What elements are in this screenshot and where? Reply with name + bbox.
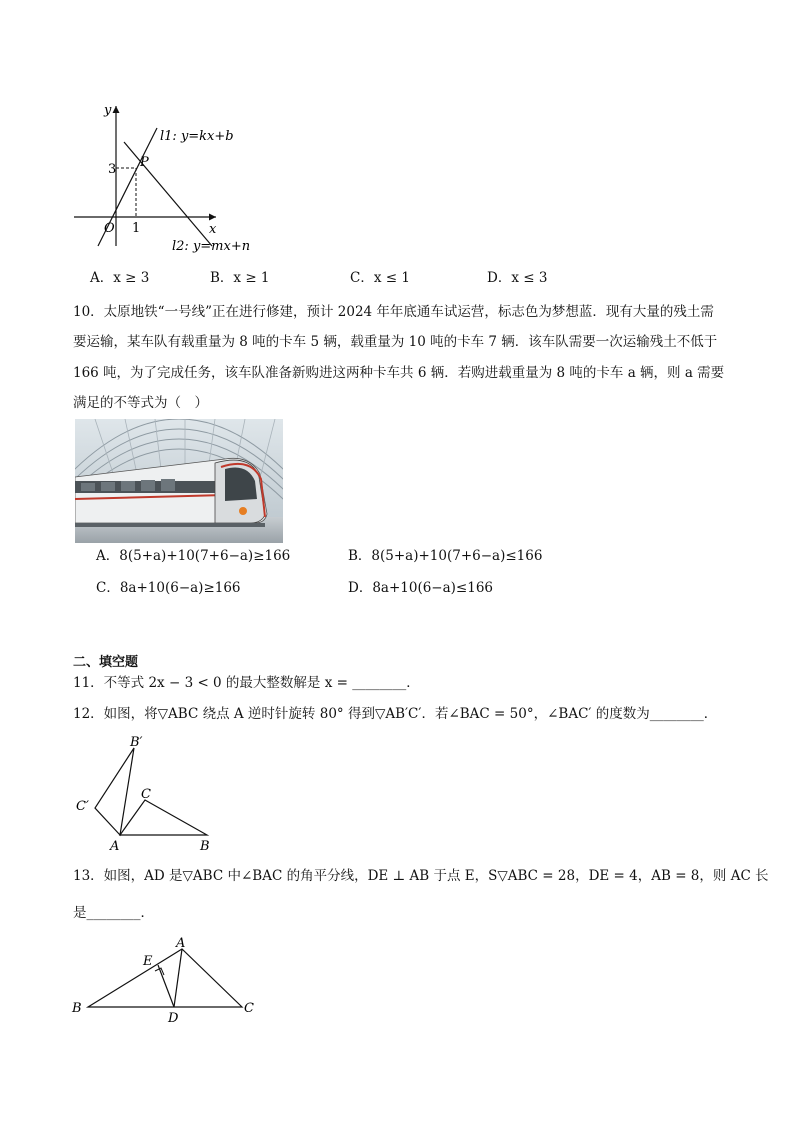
- q11-text: 11．不等式 2x − 3 < 0 的最大整数解是 x = ________．: [73, 675, 420, 691]
- q10-line-3: 166 吨，为了完成任务，该车队准备新购进这两种卡车共 6 辆．若购进载重量为 8 吨的卡车 a 辆，则 a 需要: [73, 365, 725, 381]
- q13-label-a: A: [176, 936, 186, 951]
- q10-option-b: B．8(5+a)+10(7+6−a)≤166: [348, 548, 543, 564]
- q13-label-d: D: [168, 1011, 179, 1025]
- q12-text: 12．如图，将▽ABC 绕点 A 逆时针旋转 80° 得到▽AB′C′．若∠BAC = 50°，∠BAC′ 的度数为________．: [73, 706, 718, 722]
- y-tick-label: 3: [108, 162, 117, 177]
- q10-line-2: 要运输，某车队有载重量为 8 吨的卡车 5 辆，载重量为 10 吨的卡车 7 辆．该车队需要一次运输残土不低于: [73, 334, 718, 350]
- q10-option-c: C．8a+10(6−a)≥166: [96, 580, 241, 596]
- q13-triangle-abc: [88, 949, 242, 1007]
- q9-option-c: C．x ≤ 1: [350, 270, 410, 286]
- point-p-label: P: [140, 155, 149, 170]
- q12-label-a: A: [110, 839, 120, 853]
- q12-figure: [70, 728, 230, 853]
- q13-bisector-ad: [174, 949, 182, 1007]
- q10-option-d: D．8a+10(6−a)≤166: [348, 580, 494, 596]
- origin-label: O: [104, 221, 115, 236]
- x-tick-label: 1: [132, 221, 141, 236]
- section-heading: 二、填空题: [73, 655, 139, 670]
- q9-option-a: A．x ≥ 3: [90, 270, 150, 286]
- l1-label: l1: y=kx+b: [160, 129, 234, 144]
- q12-label-b1: B′: [130, 735, 143, 750]
- q13-line-2: 是________．: [73, 905, 154, 921]
- q9-option-d: D．x ≤ 3: [487, 270, 548, 286]
- x-axis-label: x: [209, 222, 217, 237]
- q9-option-b: B．x ≥ 1: [210, 270, 270, 286]
- q10-line-1: 10．太原地铁“一号线”正在进行修建，预计 2024 年年底通车试运营，标志色为梦想蓝．现有大量的残土需: [73, 304, 714, 320]
- q9-graph: [70, 96, 260, 256]
- l2-label: l2: y=mx+n: [172, 239, 251, 254]
- q12-label-c: C: [141, 787, 151, 802]
- y-axis-label: y: [104, 103, 112, 118]
- q13-figure: [70, 935, 270, 1025]
- q13-perpendicular-de: [158, 965, 174, 1007]
- q10-line-4: 满足的不等式为（ ）: [73, 395, 208, 411]
- q10-option-a: A．8(5+a)+10(7+6−a)≥166: [96, 548, 291, 564]
- q13-line-1: 13．如图，AD 是▽ABC 中∠BAC 的角平分线，DE ⊥ AB 于点 E，S▽ABC = 28，DE = 4，AB = 8，则 AC 长: [73, 868, 769, 884]
- q13-label-c: C: [244, 1001, 254, 1016]
- q12-triangle-ab1c1: [95, 748, 134, 835]
- q12-triangle-abc: [120, 800, 207, 835]
- q12-label-b: B: [200, 839, 210, 853]
- q13-label-e: E: [143, 954, 153, 969]
- q13-label-b: B: [72, 1001, 82, 1016]
- q12-label-c1: C′: [76, 799, 89, 814]
- q13-right-angle-mark: [155, 968, 164, 975]
- metro-train-photo: [75, 419, 283, 543]
